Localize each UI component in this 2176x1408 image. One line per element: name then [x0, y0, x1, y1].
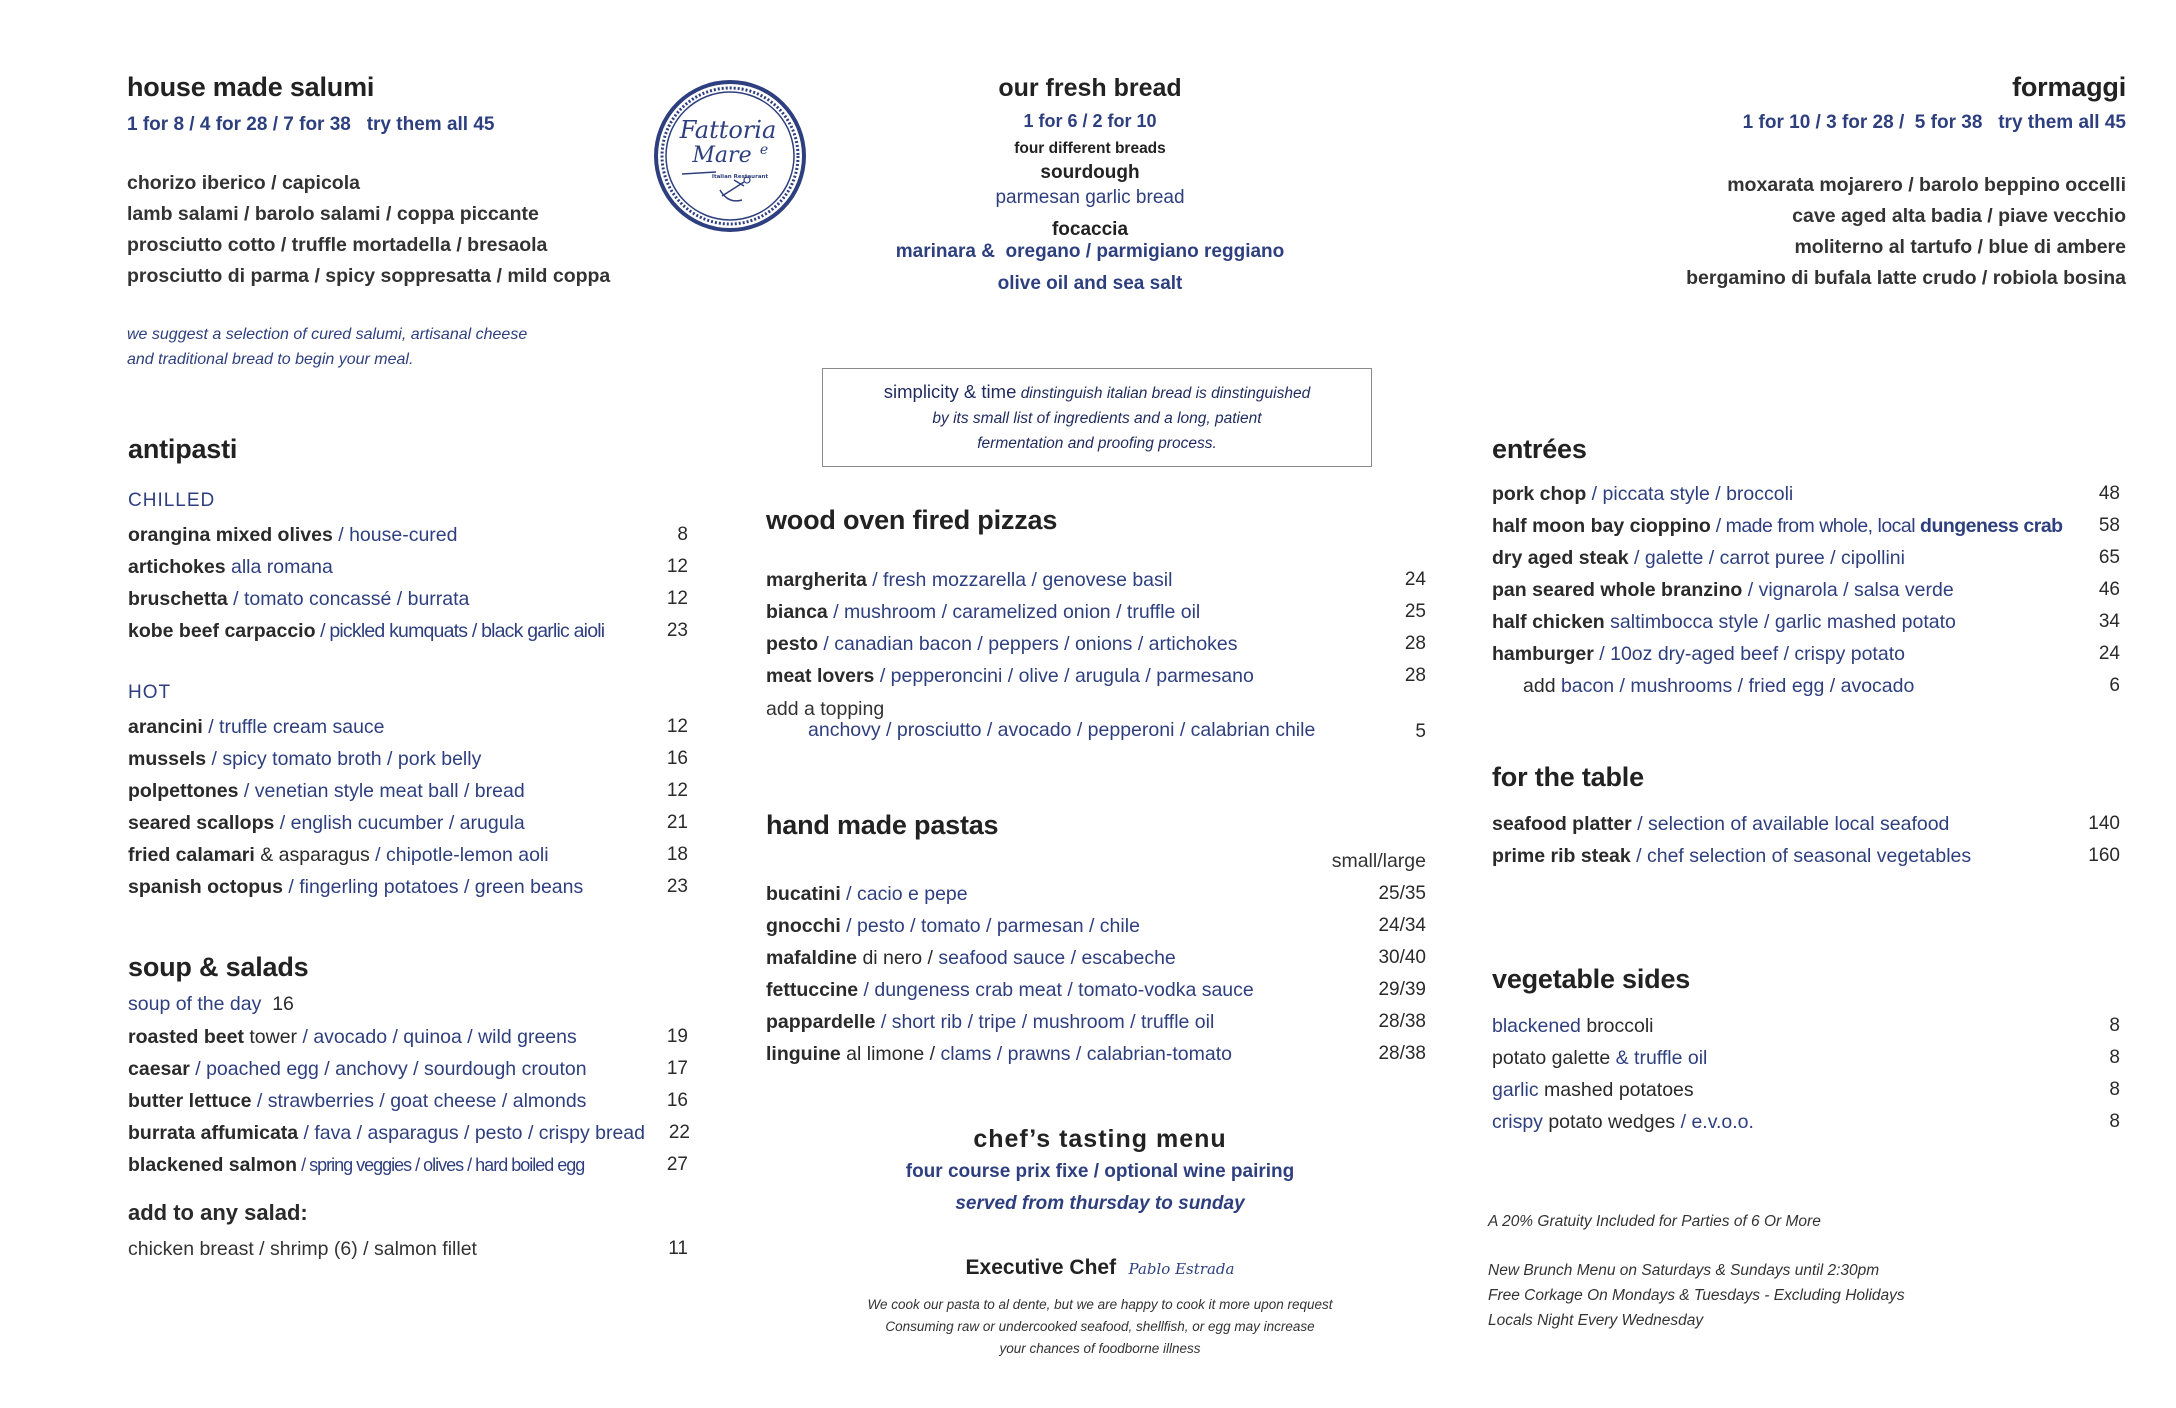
menu-item: seafood platter / selection of available local seafood [1492, 813, 1950, 835]
chef-signature: Pablo Estrada [1128, 1260, 1235, 1278]
price: 8 [677, 524, 688, 545]
menu-item: half moon bay cioppino / made from whole, local dungeness crab [1492, 515, 2063, 537]
menu-item: artichokes alla romana [128, 556, 333, 578]
svg-text:Mare: Mare [692, 143, 752, 168]
formaggi-list [1626, 170, 2126, 294]
menu-item: blackened salmon / spring veggies / olives / hard boiled egg [128, 1154, 585, 1176]
salumi-line: chorizo iberico / capicola [127, 172, 360, 194]
price: 18 [666, 844, 688, 865]
price: 28/38 [1378, 1011, 1426, 1032]
bread-item: sourdough [1040, 162, 1140, 183]
svg-text:Italian Restaurant: Italian Restaurant [711, 174, 769, 180]
menu-item: potato galette & truffle oil [1492, 1047, 1708, 1069]
salumi-line: prosciutto di parma / spicy soppresatta / mild coppa [127, 265, 611, 287]
soup-of-day: soup of the day 16 [128, 993, 294, 1015]
menu-item: polpettones / venetian style meat ball / bread [128, 780, 525, 802]
topping-options: anchovy / prosciutto / avocado / pepperoni / calabrian chile [808, 719, 1316, 741]
formaggi-title: formaggi [2012, 72, 2126, 102]
menu-item: garlic mashed potatoes [1492, 1079, 1694, 1101]
price: 12 [666, 780, 688, 801]
price: 8 [2109, 1111, 2120, 1132]
price: 12 [666, 556, 688, 577]
menu-item: spanish octopus / fingerling potatoes / green beans [128, 876, 584, 898]
simplicity-note-box [822, 368, 1372, 467]
salumi-suggestion [127, 322, 527, 372]
executive-chef [850, 1256, 1350, 1280]
bread-item: olive oil and sea salt [997, 273, 1183, 294]
price: 65 [2098, 547, 2120, 568]
salumi-title: house made salumi [127, 72, 375, 102]
price: 6 [2109, 675, 2120, 696]
price: 12 [666, 716, 688, 737]
price: 28 [1404, 633, 1426, 654]
menu-item: fried calamari & asparagus / chipotle-lemon aoli [128, 844, 549, 866]
simplicity-text: by its small list of ingredients and a long, patient [932, 410, 1262, 427]
price: 27 [666, 1154, 688, 1175]
gratuity-notice: A 20% Gratuity Included for Parties of 6 Or More [1488, 1213, 1821, 1230]
price: 21 [666, 812, 688, 833]
menu-item: hamburger / 10oz dry-aged beef / crispy potato [1492, 643, 1905, 665]
price: 17 [666, 1058, 688, 1079]
salumi-pricing: 1 for 8 / 4 for 28 / 7 for 38 try them all 45 [127, 114, 495, 135]
bread-subtitle: four different breads [1014, 140, 1166, 157]
hot-label: HOT [128, 682, 172, 703]
notice-line: Free Corkage On Mondays & Tuesdays - Excluding Holidays [1488, 1287, 1905, 1304]
price: 5 [1415, 721, 1426, 742]
svg-text:Fattoria: Fattoria [679, 116, 777, 144]
price: 11 [668, 1238, 688, 1259]
antipasti-title: antipasti [128, 434, 238, 464]
note-line: your chances of foodborne illness [999, 1341, 1201, 1356]
simplicity-lead: simplicity & time [883, 381, 1017, 402]
menu-item: gnocchi / pesto / tomato / parmesan / chile [766, 915, 1140, 937]
price: 46 [2098, 579, 2120, 600]
menu-item: margherita / fresh mozzarella / genovese basil [766, 569, 1173, 591]
price: 8 [2109, 1015, 2120, 1036]
menu-item: roasted beet tower / avocado / quinoa / wild greens [128, 1026, 577, 1048]
add-salad-title: add to any salad: [128, 1200, 308, 1225]
menu-item: pesto / canadian bacon / peppers / onions / artichokes [766, 633, 1238, 655]
formaggi-pricing: 1 for 10 / 3 for 28 / 5 for 38 try them all 45 [1742, 112, 2126, 133]
salumi-line: prosciutto cotto / truffle mortadella / bresaola [127, 234, 548, 256]
table-title: for the table [1492, 762, 1644, 792]
logo-emblem-icon [652, 78, 808, 234]
food-safety-note [800, 1294, 1400, 1360]
pizzas-title: wood oven fired pizzas [766, 505, 1058, 535]
price: 25 [1404, 601, 1426, 622]
burger-addons: add bacon / mushrooms / fried egg / avocado [1523, 675, 1915, 697]
sides-title: vegetable sides [1492, 964, 1691, 994]
menu-item: burrata affumicata / fava / asparagus / pesto / crispy bread [128, 1122, 645, 1144]
price: 30/40 [1378, 947, 1426, 968]
price: 160 [2088, 845, 2120, 866]
restaurant-logo [652, 78, 808, 234]
price: 24/34 [1378, 915, 1426, 936]
price: 34 [2098, 611, 2120, 632]
menu-item: butter lettuce / strawberries / goat cheese / almonds [128, 1090, 587, 1112]
simplicity-text: dinstinguish italian bread is dinstinguished [1020, 385, 1311, 402]
simplicity-text: fermentation and proofing process. [977, 435, 1217, 452]
add-salad-options: chicken breast / shrimp (6) / salmon fillet [128, 1238, 477, 1260]
price: 12 [666, 588, 688, 609]
bread-pricing: 1 for 6 / 2 for 10 [1023, 111, 1157, 131]
menu-item: blackened broccoli [1492, 1015, 1654, 1037]
menu-item: crispy potato wedges / e.v.o.o. [1492, 1111, 1754, 1133]
menu-item: seared scallops / english cucumber / arugula [128, 812, 525, 834]
menu-item: mussels / spicy tomato broth / pork belly [128, 748, 482, 770]
price: 16 [666, 748, 688, 769]
svg-text:e: e [759, 142, 769, 158]
note-line: Consuming raw or undercooked seafood, shellfish, or egg may increase [885, 1319, 1315, 1334]
bread-item-desc: marinara & oregano / parmigiano reggiano [895, 241, 1285, 262]
formaggi-line: cave aged alta badia / piave vecchio [1792, 205, 2126, 227]
price: 23 [666, 876, 688, 897]
price: 16 [666, 1090, 688, 1111]
price: 29/39 [1378, 979, 1426, 1000]
tasting-title: chef’s tasting menu [973, 1125, 1227, 1153]
price: 25/35 [1378, 883, 1426, 904]
salumi-list [127, 168, 610, 292]
menu-item: pork chop / piccata style / broccoli [1492, 483, 1794, 505]
bread-item: focaccia [1051, 219, 1129, 240]
chilled-label: CHILLED [128, 490, 216, 511]
formaggi-line: bergamino di bufala latte crudo / robiola bosina [1686, 267, 2126, 289]
price: 24 [2098, 643, 2120, 664]
menu-item: half chicken saltimbocca style / garlic mashed potato [1492, 611, 1956, 633]
price: 48 [2098, 483, 2120, 504]
note-line: We cook our pasta to al dente, but we are happy to cook it more upon request [867, 1297, 1333, 1312]
price: 28 [1404, 665, 1426, 686]
price: 58 [2098, 515, 2120, 536]
menu-item: caesar / poached egg / anchovy / sourdough crouton [128, 1058, 587, 1080]
notice-line: Locals Night Every Wednesday [1488, 1312, 1704, 1329]
price: 8 [2109, 1079, 2120, 1100]
menu-item: arancini / truffle cream sauce [128, 716, 385, 738]
formaggi-line: moxarata mojarero / barolo beppino occelli [1727, 174, 2126, 196]
entrees-title: entrées [1492, 434, 1587, 464]
chef-label: Executive Chef [965, 1256, 1117, 1279]
salumi-line: lamb salami / barolo salami / coppa piccante [127, 203, 539, 225]
menu-item: kobe beef carpaccio / pickled kumquats / black garlic aioli [128, 620, 605, 642]
price: 140 [2088, 813, 2120, 834]
pastas-title: hand made pastas [766, 810, 999, 840]
menu-item: mafaldine di nero / seafood sauce / escabeche [766, 947, 1176, 969]
price: 23 [666, 620, 688, 641]
tasting-desc: four course prix fixe / optional wine pairing [905, 1161, 1295, 1182]
topping-label: add a topping [766, 698, 885, 720]
menu-item: pan seared whole branzino / vignarola / salsa verde [1492, 579, 1954, 601]
formaggi-line: moliterno al tartufo / blue di ambere [1794, 236, 2126, 258]
notice-line: New Brunch Menu on Saturdays & Sundays until 2:30pm [1488, 1262, 1880, 1279]
menu-item: linguine al limone / clams / prawns / calabrian-tomato [766, 1043, 1232, 1065]
menu-item: orangina mixed olives / house-cured [128, 524, 458, 546]
soups-title: soup & salads [128, 952, 309, 982]
menu-item: bianca / mushroom / caramelized onion / truffle oil [766, 601, 1201, 623]
price: 24 [1404, 569, 1426, 590]
menu-item: bruschetta / tomato concassé / burrata [128, 588, 470, 610]
suggestion-line: and traditional bread to begin your meal. [127, 351, 414, 368]
menu-item: pappardelle / short rib / tripe / mushroom / truffle oil [766, 1011, 1215, 1033]
menu-item: dry aged steak / galette / carrot puree / cipollini [1492, 547, 1905, 569]
menu-item: prime rib steak / chef selection of seasonal vegetables [1492, 845, 1972, 867]
price: 22 [668, 1122, 690, 1143]
suggestion-line: we suggest a selection of cured salumi, artisanal cheese [127, 326, 528, 343]
menu-item: fettuccine / dungeness crab meat / tomato-vodka sauce [766, 979, 1254, 1001]
promo-notices [1488, 1258, 1905, 1333]
menu-item: bucatini / cacio e pepe [766, 883, 968, 905]
price: 8 [2109, 1047, 2120, 1068]
bread-title: our fresh bread [998, 74, 1182, 102]
size-label: small/large [1331, 850, 1426, 872]
price: 28/38 [1378, 1043, 1426, 1064]
tasting-schedule: served from thursday to sunday [955, 1193, 1245, 1214]
bread-item: parmesan garlic bread [995, 187, 1185, 208]
price: 19 [666, 1026, 688, 1047]
menu-item: meat lovers / pepperoncini / olive / arugula / parmesano [766, 665, 1254, 687]
